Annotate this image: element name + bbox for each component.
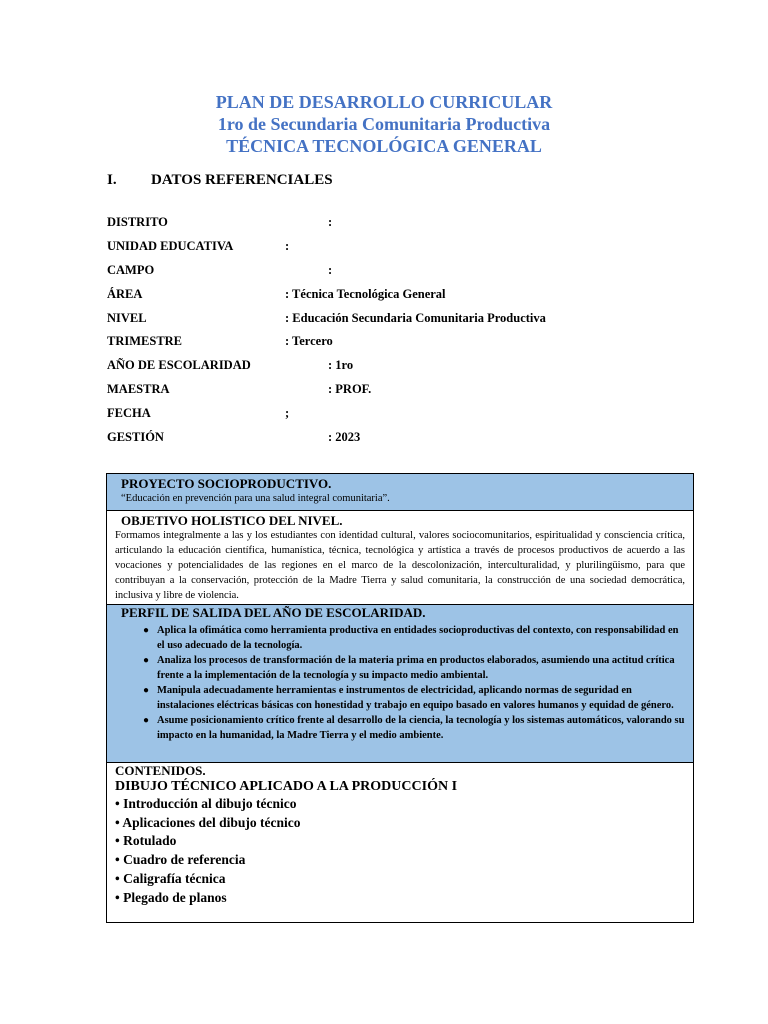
- document-title: PLAN DE DESARROLLO CURRICULAR: [215, 92, 553, 112]
- list-item: [107, 623, 693, 653]
- contenidos-heading: CONTENIDOS.: [115, 763, 206, 778]
- ref-label: TRIMESTRE: [107, 334, 183, 348]
- ref-label: DISTRITO: [107, 215, 168, 229]
- ref-label: MAESTRA: [107, 382, 170, 396]
- document-subject: TÉCNICA TECNOLÓGICA GENERAL: [226, 136, 542, 156]
- perfil-item-text: Manipula adecuadamente herramientas e instrumentos de electricidad, aplicando normas de seguridad en instalaciones eléctricas básicas con honestidad y trabajo en equipo basado en valores humanos y equidad de género.: [157, 685, 674, 711]
- bullet-icon: ●: [143, 685, 150, 696]
- ref-value: : PROF.: [328, 382, 372, 396]
- ref-label: AÑO DE ESCOLARIDAD: [107, 358, 251, 372]
- list-item: [107, 683, 693, 713]
- bullet-icon: ●: [143, 715, 150, 726]
- ref-label: GESTIÓN: [107, 430, 164, 444]
- perfil-heading: PERFIL DE SALIDA DEL AÑO DE ESCOLARIDAD.: [121, 605, 426, 620]
- ref-value: :: [328, 263, 333, 277]
- ref-value: :: [285, 239, 290, 253]
- proyecto-text: “Educación en prevención para una salud integral comunitaria”.: [121, 493, 390, 504]
- perfil-item-text: Aplica la ofimática como herramienta productiva en entidades socioproductivas del contexto, con responsabilidad en el uso adecuado de la tecnología.: [157, 625, 679, 651]
- list-item: [107, 713, 693, 743]
- bullet-icon: ●: [143, 655, 150, 666]
- list-item: • Caligrafía técnica: [115, 870, 226, 886]
- perfil-list: [107, 623, 693, 743]
- ref-value: : Educación Secundaria Comunitaria Productiva: [285, 311, 546, 325]
- proyecto-row: [107, 474, 693, 511]
- proyecto-heading: PROYECTO SOCIOPRODUCTIVO.: [121, 476, 332, 491]
- ref-label: CAMPO: [107, 263, 155, 277]
- contenidos-row: [107, 763, 693, 922]
- ref-value: : 1ro: [328, 358, 354, 372]
- ref-value: : Tercero: [285, 334, 333, 348]
- ref-label: NIVEL: [107, 311, 147, 325]
- list-item: • Cuadro de referencia: [115, 852, 246, 868]
- ref-label: ÁREA: [107, 287, 143, 301]
- list-item: • Aplicaciones del dibujo técnico: [115, 814, 301, 830]
- list-item: • Rotulado: [115, 833, 177, 849]
- list-item: [107, 653, 693, 683]
- ref-label: FECHA: [107, 406, 151, 420]
- list-item: • Introducción al dibujo técnico: [115, 796, 297, 811]
- list-item: • Plegado de planos: [115, 889, 227, 905]
- section-number: I.: [107, 172, 117, 188]
- section-heading: [107, 172, 333, 189]
- curriculum-table: [106, 473, 694, 923]
- document-subtitle: 1ro de Secundaria Comunitaria Productiva: [217, 114, 551, 134]
- objetivo-row: [107, 511, 693, 605]
- section-title: DATOS REFERENCIALES: [151, 172, 333, 188]
- objetivo-text: Formamos integralmente a las y los estudiantes con identidad cultural, valores sociocomunitarios, espiritualidad y consciencia crítica, articulando la educación científica, humanística, técnica, tecnológica y artística a través de procesos productivos de acuerdo a las vocaciones y potencialidades de las regiones en el marco de la descolonización, interculturalidad, y plurilingüismo, para que contribuyan a la conservación, protección de la Madre Tierra y salud comunitaria, la construcción de una sociedad democrática, inclusiva y libre de violencia.: [115, 530, 685, 601]
- perfil-row: [107, 605, 693, 763]
- ref-value: : Técnica Tecnológica General: [285, 287, 446, 301]
- ref-value: : 2023: [328, 430, 361, 444]
- ref-label: UNIDAD EDUCATIVA: [107, 239, 234, 253]
- ref-value: ;: [285, 406, 290, 420]
- perfil-item-text: Asume posicionamiento crítico frente al desarrollo de la ciencia, la tecnología y los sistemas automáticos, valorando su impacto en la humanidad, la Madre Tierra y el medio ambiente.: [157, 715, 685, 741]
- objetivo-heading: OBJETIVO HOLISTICO DEL NIVEL.: [121, 513, 343, 528]
- document-title-block: [0, 91, 768, 157]
- contenidos-subheading: DIBUJO TÉCNICO APLICADO A LA PRODUCCIÓN I: [115, 779, 458, 794]
- perfil-item-text: Analiza los procesos de transformación de la materia prima en productos elaborados, asumiendo una actitud crítica frente a la implementación de la tecnología y su impacto medio ambiental.: [157, 655, 675, 681]
- bullet-icon: ●: [143, 625, 150, 636]
- ref-value: :: [328, 215, 333, 229]
